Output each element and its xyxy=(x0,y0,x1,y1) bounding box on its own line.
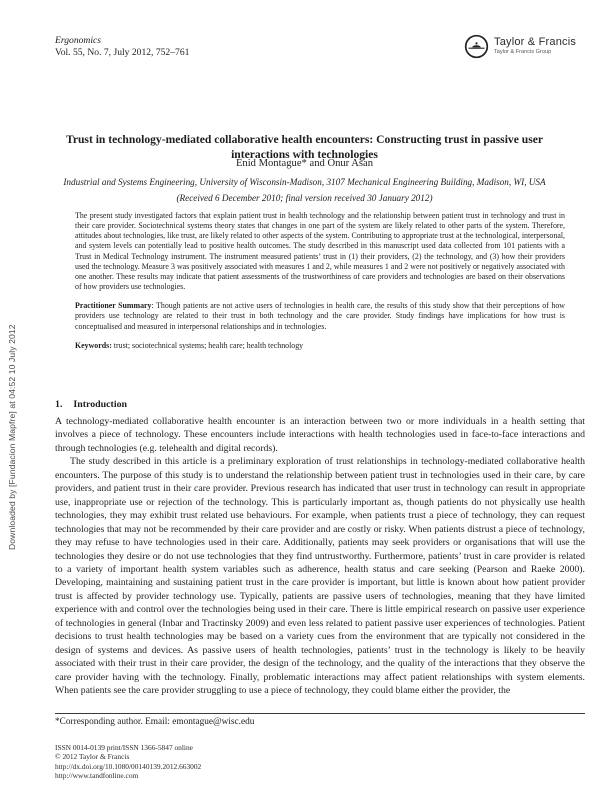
section-heading xyxy=(55,399,585,410)
tandfonline-link[interactable]: http://www.tandfonline.com xyxy=(55,771,139,781)
section-title: Introduction xyxy=(73,399,128,410)
footnote-divider xyxy=(55,713,585,714)
keywords-label: Keywords: xyxy=(75,340,112,350)
keywords-line xyxy=(75,341,565,351)
article-title: Trust in technology-mediated collaborative health encounters: Constructing trust in passive user interactions with technologies xyxy=(65,132,544,162)
publisher-name: Taylor & Francis xyxy=(494,36,577,48)
intro-paragraph-2: The study described in this article is a preliminary exploration of trust relationships in technology-mediated collaborative health encounters. The purpose of this study is to understand the relationship between patient trust in technologies used in their care, by care providers, and patient trust in their care provider. Previous research has indicated that user trust in technology can result in appropriate use, inappropriate use or rejection of the technology. This is particularly important as, though patients do not physically use health technologies, they may exhibit trust related use behaviours. For example, when patients trust a piece of technology, they can request technologies that may not be recommended by their care provider and are costly or risky. When patients distrust a piece of technology, they may refuse to have technologies used in their care. Additionally, patients may seek providers or organisations that will use the technologies they desire or do not use technologies that they find untrustworthy. Furthermore, patients’ trust in care provider is related to a variety of important health system variables such as adherence, health status and care seeking (Pearson and Raeke 2000). Developing, maintaining and sustaining patient trust in the care provider is important, but little is known about how patient provider trust is affected by provider technology use. Typically, patients are passive users of technologies, meaning that they have limited experience with and control over the technologies being used in their care. There is little empirical research on passive user experience of technologies in general (Inbar and Tractinsky 2009) and even less related to patient passive user experiences of technologies. Patient decisions to trust health technologies may be based on a variety cues from the environment that are typically not considered in the design of systems and devices. As passive users of health technologies, patients’ trust in the technology is likely to be heavily associated with their trust in their care provider, the design of the technology, and the quality of the interactions that they observe the care provider having with the technology. Finally, problematic interactions may affect patient relationships with system elements. When patients see the care provider struggling to use a piece of technology, they could blame either the provider, the xyxy=(55,456,585,697)
copyright-line: © 2012 Taylor & Francis xyxy=(55,752,130,762)
practitioner-summary xyxy=(75,301,565,331)
publisher-group: Taylor & Francis Group xyxy=(494,49,552,55)
practitioner-summary-text: : Though patients are not active users of technologies in health care, the results of this study show that their perceptions of how providers use technology are related to their trust in both technology and the care provider. Study findings have implications for how trust is conceptualised and measured in interpersonal relationships and in technologies. xyxy=(75,301,565,331)
journal-issue-line: Vol. 55, No. 7, July 2012, 752–761 xyxy=(55,47,190,58)
corresponding-author-footnote xyxy=(55,717,254,727)
journal-name: Ergonomics xyxy=(55,35,102,46)
publisher-logo xyxy=(464,34,576,59)
received-dates: (Received 6 December 2010; final version received 30 January 2012) xyxy=(176,193,433,203)
imprint-footer xyxy=(55,743,201,781)
article-authors: Enid Montague* and Onur Asan xyxy=(235,158,374,169)
publisher-logo-text xyxy=(494,34,576,55)
doi-link[interactable]: http://dx.doi.org/10.1080/00140139.2012.663002 xyxy=(55,761,202,771)
issn-line: ISSN 0014-0139 print/ISSN 1366-5847 online xyxy=(55,743,193,752)
download-watermark: Downloaded by [Fundacion Mapfre] at 04:52 10 July 2012 xyxy=(7,324,17,550)
taylor-francis-logo-icon xyxy=(464,34,489,59)
practitioner-summary-label: Practitioner Summary xyxy=(75,301,152,311)
abstract-text: The present study investigated factors that explain patient trust in health technology and the relationship between patient trust in technology and trust in their care provider. Sociotechnical systems theory states that changes in one part of the system are likely related to other parts of the system. Therefore, attitudes about technologies, like trust, are likely related to other aspects of the system. Contributing to appropriate trust at the technological, interpersonal, and system levels can potentially lead to positive health outcomes. The study described in this manuscript used data collected from 101 patients with a Trust in Medical Technology instrument. The instrument measured patients’ trust in (1) their providers, (2) the technology, and (3) how their providers used the technology. Measure 3 was positively associated with measures 1 and 2, while measures 1 and 2 were not positively or negatively associated with one another. These results may indicate that patient assessments of the trustworthiness of care providers and technologies are based on their observations of how providers use technologies. xyxy=(75,211,565,292)
abstract-block xyxy=(75,211,565,360)
article-affiliation: Industrial and Systems Engineering, University of Wisconsin-Madison, 3107 Mechanical Engineering Building, Madison, WI, USA xyxy=(63,177,546,187)
intro-paragraph-1: A technology-mediated collaborative health encounter is an interaction between two or more individuals in a health setting that involves a piece of technology. These encounters include interactions with health technologies used in face-to-face interactions and through technologies (e.g. telehealth and digital records). xyxy=(55,416,585,454)
section-number: 1. xyxy=(55,399,63,410)
journal-header xyxy=(55,35,189,59)
corresponding-author-email[interactable]: emontague@wisc.edu xyxy=(172,717,255,727)
keywords-text: trust; sociotechnical systems; health care; health technology xyxy=(111,340,304,350)
footnote-text: *Corresponding author. Email: xyxy=(55,717,173,727)
introduction-section xyxy=(55,399,585,698)
